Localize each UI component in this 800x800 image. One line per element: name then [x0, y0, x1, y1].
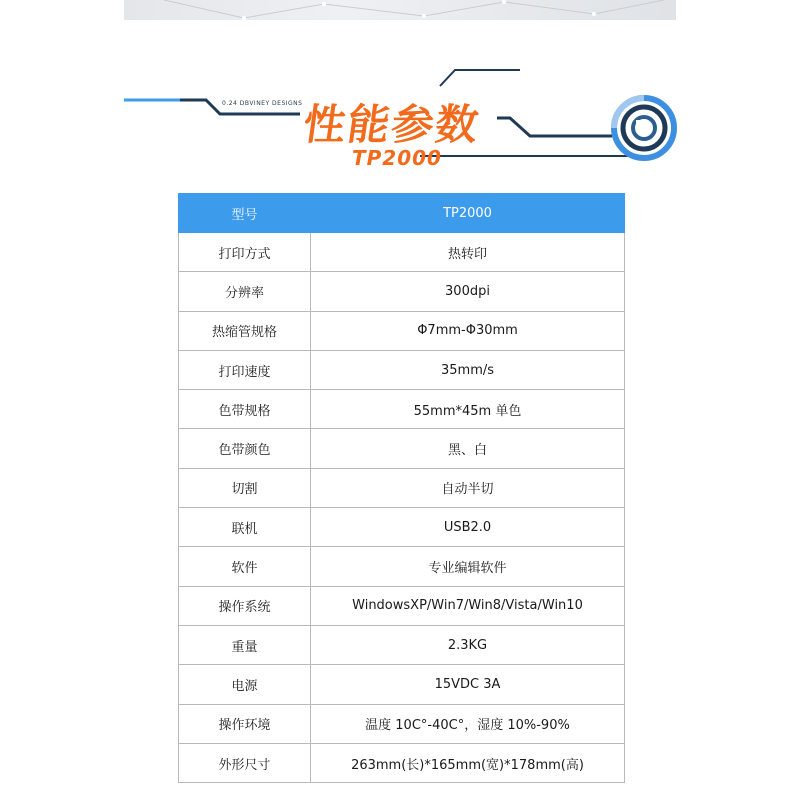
- row-value: 55mm*45m 单色: [311, 390, 625, 429]
- table-row: [179, 350, 625, 389]
- row-label: 软件: [179, 547, 311, 586]
- row-value: 15VDC 3A: [311, 665, 625, 704]
- row-label: 外形尺寸: [179, 743, 311, 782]
- top-banner-strip: [124, 0, 676, 20]
- row-label: 联机: [179, 508, 311, 547]
- row-value: WindowsXP/Win7/Win8/Vista/Win10: [311, 586, 625, 625]
- row-value: 黑、白: [311, 429, 625, 468]
- row-label: 打印方式: [179, 233, 311, 272]
- row-value: USB2.0: [311, 508, 625, 547]
- row-value: 热转印: [311, 233, 625, 272]
- row-label: 切割: [179, 468, 311, 507]
- row-label: 操作系统: [179, 586, 311, 625]
- table-row: [179, 625, 625, 664]
- row-label: 电源: [179, 665, 311, 704]
- table-row: [179, 665, 625, 704]
- table-row: [179, 311, 625, 350]
- table-row: [179, 468, 625, 507]
- row-value: 263mm(长)*165mm(宽)*178mm(高): [311, 743, 625, 782]
- table-row: [179, 508, 625, 547]
- row-label: 热缩管规格: [179, 311, 311, 350]
- row-value: 专业编辑软件: [311, 547, 625, 586]
- spec-table: [178, 193, 625, 783]
- network-pattern: [124, 0, 676, 20]
- table-row: [179, 390, 625, 429]
- header-value-cell: TP2000: [311, 194, 625, 233]
- section-header: [0, 60, 800, 190]
- table-row: [179, 272, 625, 311]
- table-row: [179, 547, 625, 586]
- table-row: [179, 743, 625, 782]
- row-label: 色带规格: [179, 390, 311, 429]
- brand-text: 0.24 DBVINEY DESIGNS: [222, 100, 303, 107]
- section-title: 性能参数: [300, 100, 484, 149]
- model-subtitle: TP2000: [352, 146, 442, 170]
- header-label-cell: 型号: [179, 194, 311, 233]
- row-value: 自动半切: [311, 468, 625, 507]
- table-row: [179, 233, 625, 272]
- row-value: 35mm/s: [311, 350, 625, 389]
- row-value: Φ7mm-Φ30mm: [311, 311, 625, 350]
- table-row: [179, 586, 625, 625]
- row-label: 分辨率: [179, 272, 311, 311]
- table-header-row: [179, 194, 625, 233]
- table-row: [179, 429, 625, 468]
- row-value: 300dpi: [311, 272, 625, 311]
- row-value: 2.3KG: [311, 625, 625, 664]
- row-label: 色带颜色: [179, 429, 311, 468]
- table-row: [179, 704, 625, 743]
- row-label: 操作环境: [179, 704, 311, 743]
- row-value: 温度 10C°-40C°，湿度 10%-90%: [311, 704, 625, 743]
- row-label: 重量: [179, 625, 311, 664]
- row-label: 打印速度: [179, 350, 311, 389]
